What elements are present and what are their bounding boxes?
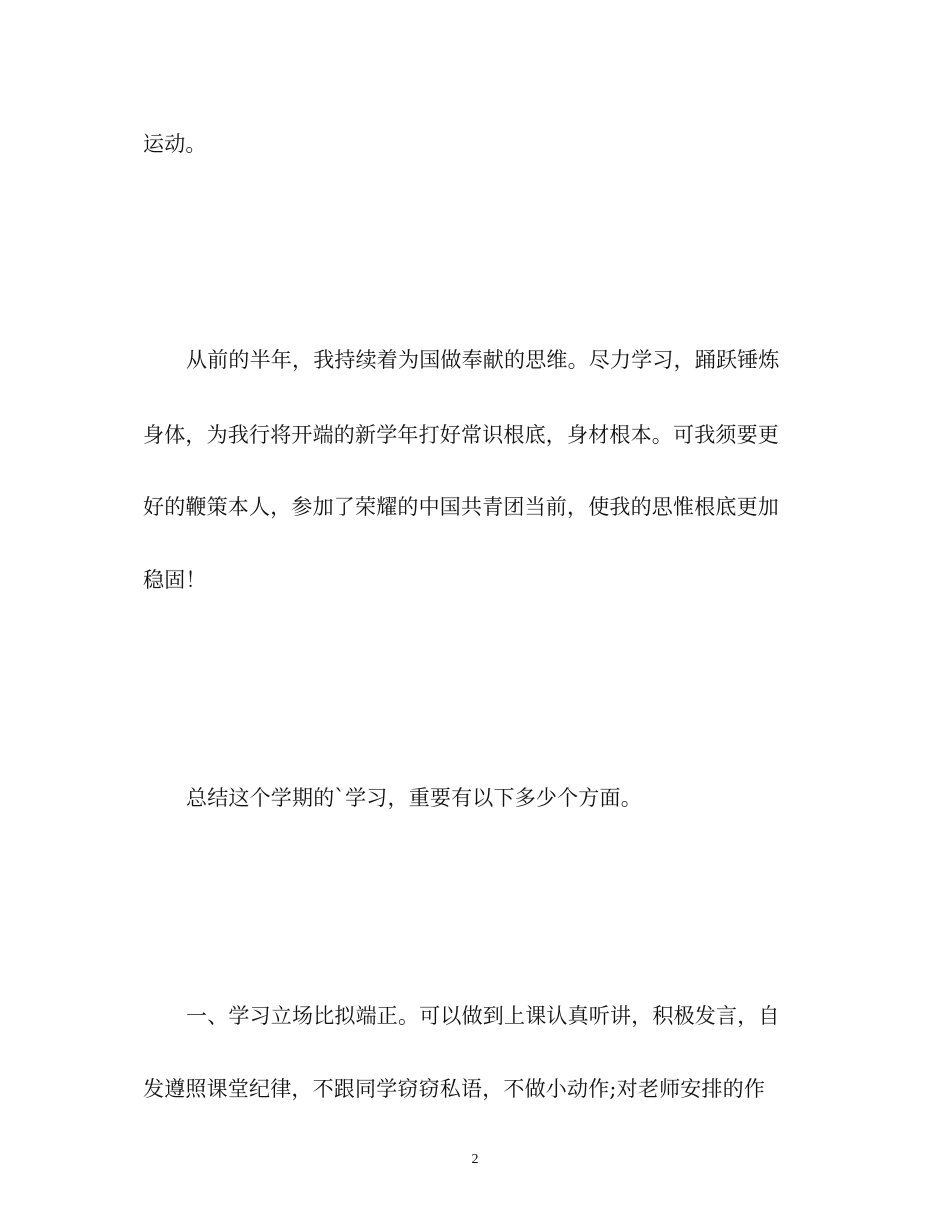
text-line: 好的鞭策本人，参加了荣耀的中国共青团当前，使我的思惟根底更加: [143, 495, 779, 519]
paragraph-first-line: 总结这个学期的`学习，重要有以下多少个方面。: [186, 786, 642, 810]
page-number: 2: [471, 1152, 479, 1167]
text-line: 发遵照课堂纪律，不跟同学窃窃私语，不做小动作;对老师安排的作: [143, 1077, 766, 1101]
paragraph-first-line: 从前的半年，我持续着为国做奉献的思维。尽力学习，踊跃锤炼: [186, 348, 780, 372]
paragraph-first-line: 一、学习立场比拟端正。可以做到上课认真听讲，积极发言，自: [186, 1004, 780, 1028]
text-line: 身体，为我行将开端的新学年打好常识根底，身材根本。可我须要更: [143, 423, 779, 447]
text-line: 运动。: [143, 132, 207, 156]
text-line: 稳固！: [143, 568, 207, 592]
